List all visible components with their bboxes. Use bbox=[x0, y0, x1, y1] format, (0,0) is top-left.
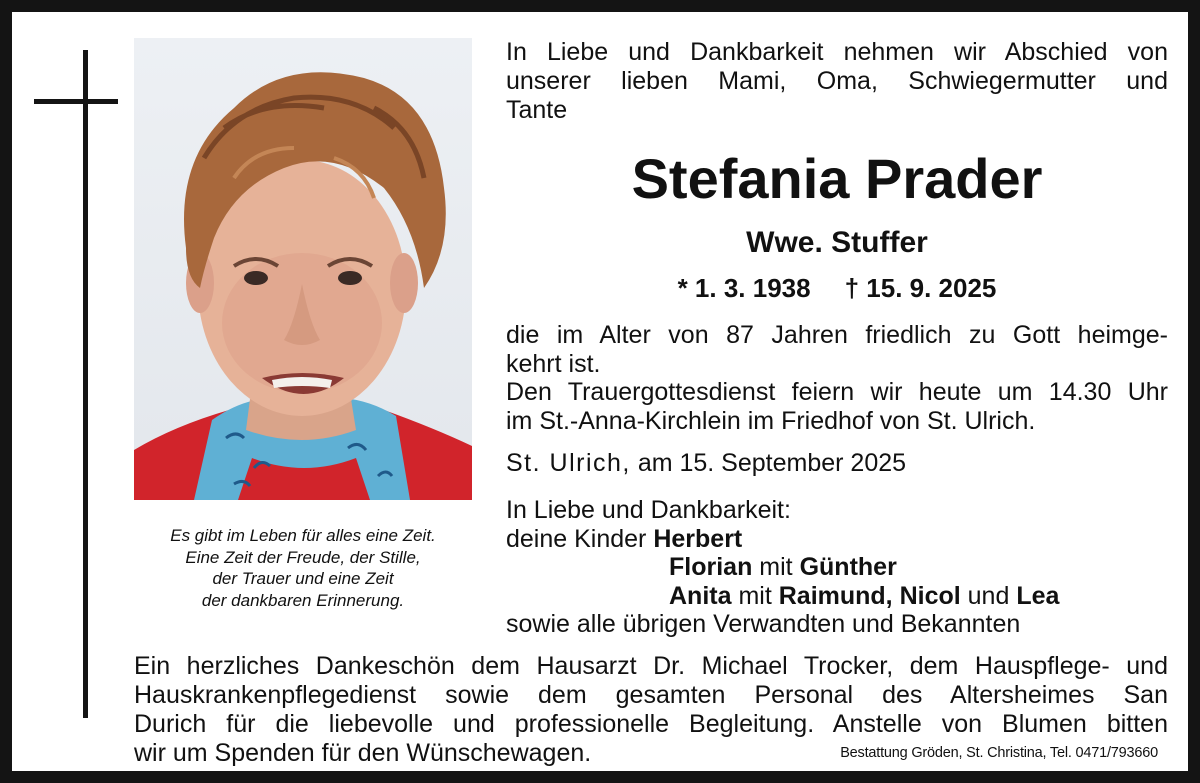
intro-line: In Liebe und Dankbarkeit nehmen wir Abschied von bbox=[506, 38, 1168, 66]
partner-name: Günther bbox=[799, 553, 897, 581]
quote-line: Eine Zeit der Freude, der Stille, bbox=[185, 547, 421, 567]
intro-text bbox=[506, 38, 1168, 125]
family-row bbox=[506, 582, 1168, 611]
family-row bbox=[506, 553, 1168, 582]
family-closing: sowie alle übrigen Verwandten und Bekannten bbox=[506, 610, 1021, 638]
intro-line: unserer lieben Mami, Oma, Schwiegermutter und bbox=[506, 67, 1168, 95]
family-row bbox=[506, 525, 1168, 554]
undertaker-credit: Bestattung Gröden, St. Christina, Tel. 0471/793660 bbox=[840, 745, 1158, 761]
death-date: † 15. 9. 2025 bbox=[844, 273, 997, 303]
quote-line: der Trauer und eine Zeit bbox=[212, 569, 394, 588]
with-word: mit bbox=[759, 553, 793, 581]
body-line: im St.-Anna-Kirchlein im Friedhof von St. Ulrich. bbox=[506, 406, 1036, 435]
birth-date: * 1. 3. 1938 bbox=[677, 273, 811, 303]
cross-icon-bar bbox=[34, 99, 118, 104]
thanks-line: Ein herzliches Dankeschön dem Hausarzt Dr. Michael Trocker, dem Hauspflege- und bbox=[134, 652, 1168, 680]
partner-name: Raimund, Nicol bbox=[778, 581, 961, 610]
grandchild-name: Lea bbox=[1016, 581, 1060, 610]
with-word: mit bbox=[738, 581, 772, 610]
thanks-line: wir um Spenden für den Wünschewagen. bbox=[134, 739, 592, 767]
child-name: Herbert bbox=[653, 524, 743, 553]
quote-line: der dankbaren Erinnerung. bbox=[201, 590, 405, 610]
memorial-quote bbox=[134, 525, 472, 611]
place: St. Ulrich, bbox=[506, 449, 631, 477]
body-line: Den Trauergottesdienst feiern wir heute um 14.30 Uhr bbox=[506, 378, 1168, 406]
family-heading: In Liebe und Dankbarkeit: bbox=[506, 496, 791, 524]
place-date bbox=[506, 449, 906, 478]
child-name: Florian bbox=[669, 553, 753, 581]
children-prefix: deine Kinder bbox=[506, 524, 647, 553]
life-dates bbox=[506, 272, 1168, 304]
quote-line: Es gibt im Leben für alles eine Zeit. bbox=[170, 526, 436, 545]
body-line: die im Alter von 87 Jahren friedlich zu Gott heimge- bbox=[506, 321, 1168, 349]
family-list bbox=[506, 496, 1168, 639]
body-line: kehrt ist. bbox=[506, 349, 601, 378]
deceased-name: Stefania Prader bbox=[631, 147, 1043, 210]
cross-icon bbox=[83, 50, 88, 718]
thanks-line: Hauskrankenpflegedienst sowie dem gesamten Personal des Altersheimes San bbox=[134, 681, 1168, 709]
widow-of: Wwe. Stuffer bbox=[746, 226, 928, 259]
death-announcement bbox=[506, 321, 1168, 435]
child-name: Anita bbox=[669, 581, 732, 610]
portrait-illustration bbox=[134, 38, 472, 500]
and-word: und bbox=[967, 581, 1010, 610]
date: am 15. September 2025 bbox=[637, 449, 907, 477]
thanks-line: Durich für die liebevolle und professionelle Begleitung. Anstelle von Blumen bitten bbox=[134, 710, 1168, 738]
portrait-photo bbox=[134, 38, 472, 500]
intro-line: Tante bbox=[506, 96, 568, 124]
